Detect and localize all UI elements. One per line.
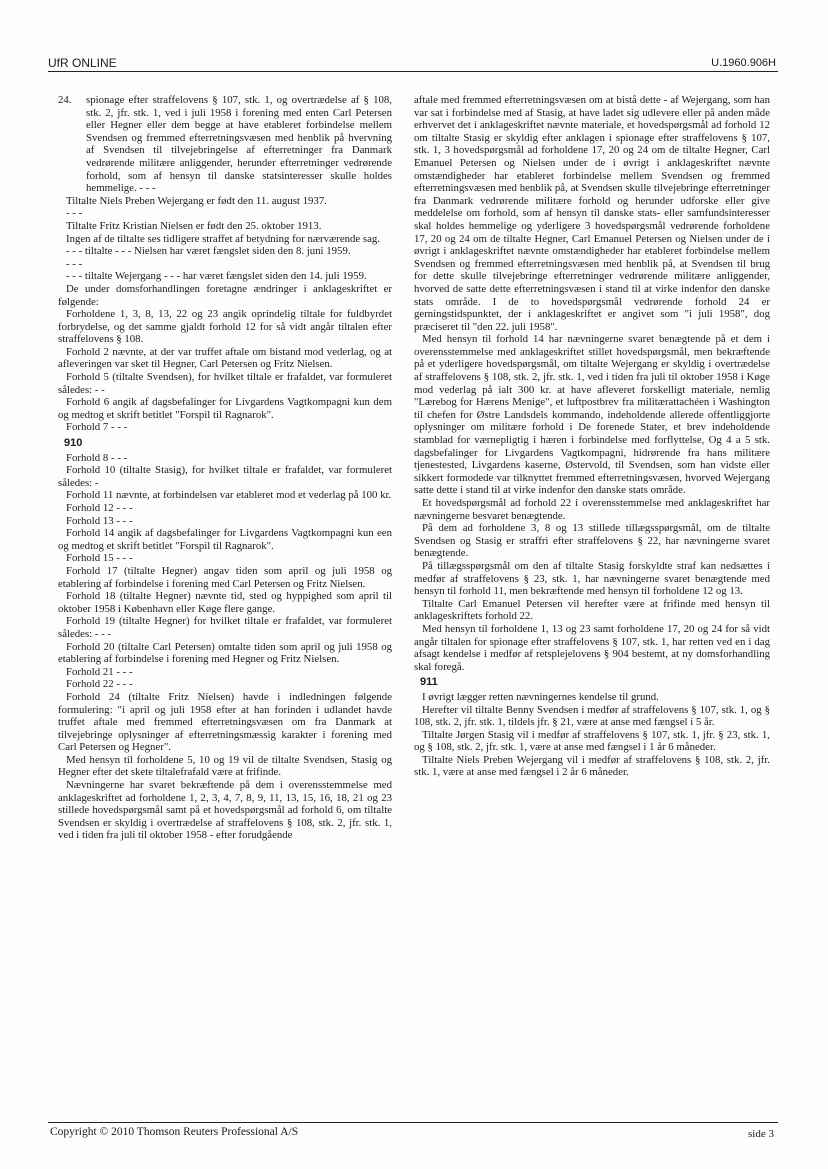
paragraph: - - - <box>66 207 83 220</box>
page-marker: 910 <box>64 437 83 450</box>
paragraph: Forhold 5 (tiltalte Svendsen), for hvilket tiltale er frafaldet, var formuleret således: - - <box>58 371 392 396</box>
paragraph: Forhold 22 - - - <box>66 678 133 691</box>
paragraph: På dem ad forholdene 3, 8 og 13 stillede tillægsspørgsmål, om de tiltalte Svendsen og Stasig er straffri efter straffelovens § 22, har nævningerne svaret benægtende. <box>414 522 770 560</box>
paragraph: Tiltalte Jørgen Stasig vil i medfør af straffelovens § 107, stk. 1, jfr. § 23, stk. 1, og § 108, stk. 2, jfr. stk. 1, være at anse med fængsel i 1 år 6 måneder. <box>414 728 770 754</box>
numbered-item <box>58 94 392 195</box>
paragraph: Forhold 14 angik af dagsbefalinger for Livgardens Vagtkompagni kun een og medtog et skrift betitlet "Forspil til Ragnarok". <box>58 527 392 552</box>
paragraph: Forhold 15 - - - <box>66 552 133 565</box>
paragraph: Herefter vil tiltalte Benny Svendsen i medfør af straffelovens § 107, stk. 1, og § 108, stk. 2, jfr. stk. 1, tildels jfr. § 21, være at anse med fængsel i 5 år. <box>414 703 770 729</box>
case-reference: U.1960.906H <box>711 57 776 69</box>
paragraph: Tiltalte Niels Preben Wejergang er født den 11. august 1937. <box>66 194 327 207</box>
paragraph: Med hensyn til forhold 14 har nævningerne svaret benægtende på et dem i overensstemmelse med anklageskriftet stillet hovedspørgsmål, men bekræftende på et yderligere hovedspørgsmål, om tiltalte Wejergang er skyldig i overtrædelse af straffelovens § 108, stk. 2, jfr. stk. 1, ved i tiden fra juli til oktober 1958 i Køge mod vederlag på ialt 300 kr. at have afleveret forskelligt materiale, nemlig "Lærebog for Hærens Menige", et luftpostbrev fra militærattachéen i Washington til chefen for Østre Landsdels kommando, indeholdende allerede offentliggjorte oplysninger om militære forhold i De forenede Stater, et brev indeholdende stamblad for værnepligtig i hæren i forbindelse med forflyttelse, Og 4 a 5 stk. dagsbefalinger for Livgardens Vagtkompagni, hidrørende fra hans militære tjenestested, Livgardens kaserne, Østervold, til Svendsen, som han vidste eller sikkert formodede var tilknyttet fremmed efterretningsvæsen, hvorved Wejergang satte dette i stand til at virke indenfor den danske stats område. <box>414 333 770 497</box>
paragraph: Forhold 11 nævnte, at forbindelsen var etableret mod et vederlag på 100 kr. <box>66 489 392 502</box>
paragraph: Forhold 8 - - - <box>66 451 128 464</box>
paragraph: Forhold 6 angik af dagsbefalinger for Livgardens Vagtkompagni kun dem og medtog et skrift betitlet "Forspil til Ragnarok". <box>58 396 392 421</box>
page-marker: 911 <box>420 676 438 689</box>
paragraph: aftale med fremmed efterretningsvæsen om at bistå dette - af Wejergang, som han var sat i forbindelse med af Stasig, at have ladet sig udlevere eller på anden måde erhvervet det i anklageskriftet nævnte materiale, et hovedspørgsmål ad forhold 12 om tiltalte Stasig er skyldig efter anklagen i spionage efter straffelovens § 107, stk. 1, 3 hovedspørgsmål ad forholdene 17, 20 og 24 om de tiltalte Hegner, Carl Emanuel Petersen og Nielsen under de i øvrigt i anklageskriftet nævnte omstændigheder har etableret forbindelse mellem Svendsen og fremmed efterretningsvæsen med henblik på, at Svendsen skulle tilvejebringe efterretninger fra Danmark vedrørende militære forhold og herunder udforske eller give meddelelse om forhold, som af hensyn til danske stats- eller samfundsinteresser skal holdes hemmelige og yderligere 3 hovedspørgsmål vedrørende forholdene 17, 20 og 24 om de tiltalte Hegner, Carl Emanuel Petersen og Nielsen under de i øvrigt i anklageskriftet nævnte omstændigheder har etableret forbindelse mellem Svendsen og fremmed efterretningsvæsen med henblik på, at Svendsen til brug for dette skulle tilvejebringe efterretninger vedrørende militære anliggender, hvorved de satte dette efterretningsvæsen i stand til at virke indenfor den danske stats område. I de to hovedspørgsmål vedrørende forhold 24 er gerningstidspunktet, der i anklageskriftet er angivet som "i juli 1958", dog præciseret til "den 22. juli 1958". <box>414 94 770 333</box>
right-column <box>414 94 770 779</box>
source-label: UfR ONLINE <box>48 56 117 70</box>
paragraph: Forhold 10 (tiltalte Stasig), for hvilket tiltale er frafaldet, var formuleret således: - <box>58 464 392 489</box>
paragraph: Forhold 19 (tiltalte Hegner) for hvilket tiltale er frafaldet, var formuleret således: - - - <box>58 615 392 640</box>
left-column <box>58 94 392 842</box>
paragraph: Med hensyn til forholdene 1, 13 og 23 samt forholdene 17, 20 og 24 for så vidt angår tiltalen for spionage efter straffelovens § 107, stk. 1, har retten ved en i dag afsagt kendelse i medfør af retsplejelovens § 904 bestemt, at ny domsforhandling skal foregå. <box>414 622 770 673</box>
paragraph: Forhold 20 (tiltalte Carl Petersen) omtalte tiden som april og juli 1958 og etablering af forbindelse i forening med Hegner og Fritz Nielsen. <box>58 640 392 666</box>
paragraph: Forhold 2 nævnte, at der var truffet aftale om bistand mod vederlag, og at afleveringen var sket til Hegner, Carl Petersen og Fritz Nielsen. <box>58 345 392 371</box>
paragraph: Forhold 13 - - - <box>66 514 133 527</box>
copyright-notice: Copyright © 2010 Thomson Reuters Professional A/S <box>50 1126 299 1138</box>
paragraph: Forhold 17 (tiltalte Hegner) angav tiden som april og juli 1958 og etablering af forbindelse i forening med Carl Petersen og Fritz Nielsen. <box>58 564 392 590</box>
paragraph: Forholdene 1, 3, 8, 13, 22 og 23 angik oprindelig tiltale for fuldbyrdet forbrydelse, og det samme gjaldt forhold 12 for så vidt angår tiltalen efter straffelovens § 108. <box>58 308 392 346</box>
page-number: side 3 <box>748 1128 774 1140</box>
paragraph: - - - tiltalte - - - Nielsen har været fængslet siden den 8. juni 1959. <box>66 245 351 258</box>
paragraph: Nævningerne har svaret bekræftende på dem i overensstemmelse med anklageskriftet ad forholdene 1, 2, 3, 4, 7, 8, 9, 11, 13, 15, 16, 18, 21 og 23 stillede hovedspørgsmål samt på et hovedspørgsmål ad forhold 6, om tiltalte Svendsen er skyldig i overtrædelse af straffelovens § 108, stk. 2, jfr. stk. 1, ved i tiden fra juli til oktober 1958 - efter forudgående <box>58 779 392 842</box>
header-rule <box>48 71 778 72</box>
footer-rule <box>48 1122 778 1123</box>
paragraph: Tiltalte Carl Emanuel Petersen vil herefter være at frifinde med hensyn til anklageskriftets forhold 22. <box>414 597 770 623</box>
paragraph: Forhold 12 - - - <box>66 502 133 514</box>
paragraph: Med hensyn til forholdene 5, 10 og 19 vil de tiltalte Svendsen, Stasig og Hegner efter det skete tiltalefrafald være at frifinde. <box>58 753 392 779</box>
paragraph: - - - <box>66 257 83 270</box>
item-text: spionage efter straffelovens § 107, stk. 1, og overtrædelse af § 108, stk. 2, jfr. stk. 1, ved i juli 1958 i forening med enten Carl Petersen eller Hegner eller dem begge at have etableret forbindelse mellem Svendsen og fremmed efterretningsvæsen med henblik på hvervning af Svendsen til tilvejebringelse af efterretninger fra Danmark vedrørende militære anliggender, herunder efterretninger vedrørende forhold, som af hensyn til danske statsinteresser skulle holdes hemmelige. - - - <box>86 94 392 195</box>
paragraph: Forhold 18 (tiltalte Hegner) nævnte tid, sted og hyppighed som april til oktober 1958 i København eller Køge flere gange. <box>58 590 392 615</box>
paragraph: Ingen af de tiltalte ses tidligere straffet af betydning for nærværende sag. <box>66 232 381 245</box>
paragraph: - - - tiltalte Wejergang - - - har været fængslet siden den 14. juli 1959. <box>66 270 367 283</box>
paragraph: Tiltalte Fritz Kristian Nielsen er født den 25. oktober 1913. <box>66 219 322 232</box>
paragraph: Forhold 21 - - - <box>66 665 133 678</box>
paragraph: På tillægsspørgsmål om den af tiltalte Stasig forskyldte straf kan nedsættes i medfør af straffelovens § 23, stk. 1, har nævningerne svaret benægtende med hensyn til forhold 11, men bekræftende med hensyn til forholdene 12 og 13. <box>414 559 770 598</box>
paragraph: Forhold 7 - - - <box>66 421 128 434</box>
paragraph: Forhold 24 (tiltalte Fritz Nielsen) havde i indledningen følgende formulering: "i april og juli 1958 efter at han forinden i udlandet havde truffet aftale med fremmed efterretningsvæsen om fra Danmark at tilvejebringe oplysninger af efterretningsmæssig karakter i forening med Carl Petersen og Hegner". <box>58 690 392 754</box>
paragraph: Tiltalte Niels Preben Wejergang vil i medfør af straffelovens § 108, stk. 2, jfr. stk. 1, være at anse med fængsel i 2 år 6 måneder. <box>414 753 770 779</box>
item-number: 24. <box>58 94 72 106</box>
paragraph: Et hovedspørgsmål ad forhold 22 i overensstemmelse med anklageskriftet har nævningerne besvaret benægtende. <box>414 497 770 522</box>
paragraph: De under domsforhandlingen foretagne ændringer i anklageskriftet er følgende: <box>58 282 392 308</box>
paragraph: I øvrigt lægger retten nævningernes kendelse til grund. <box>422 690 659 703</box>
